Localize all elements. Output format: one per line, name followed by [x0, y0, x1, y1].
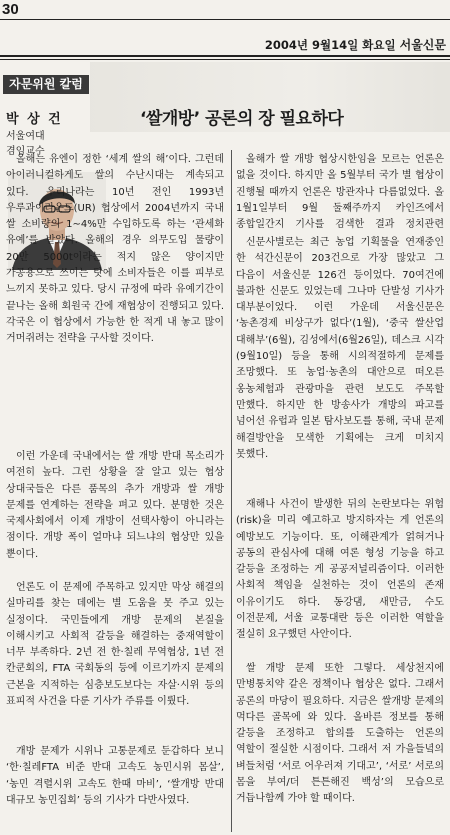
article-paragraph: 쌀 개방 문제 또한 그렇다. 세상천지에 만병통치약 같은 정책이나 협상은 없다. 그래서 공론의 마당이 필요하다. 지금은 쌀개방 문제의 먹다른 골목에 와 있다. 올바른 정보를 통해 갈등을 조정하고 합의를 도출하는 언론의 역할이 절실한 시점이다. 그래서 저 가을들녘의 벼들처럼 ‘서로 어우러져 기대고’, ‘서로’ 서로의 몸을 부여/더 튼튼해진 백성’의 모습으로 거듭나함께 가야 할 때이다. — [236, 663, 444, 805]
article-paragraph: 개방 문제가 시위나 고통문제로 둔갑하다 보니 ‘한·칠레FTA 비준 반대 고속도 농민시위 몸살’, ‘농민 격렬시위 고속도 한때 마비’, ‘쌀개방 반대 대규모 농민집회’ 등의 기사가 다반사였다. — [6, 746, 224, 806]
header-rule-thin — [0, 59, 450, 60]
page-number: 30 — [2, 1, 19, 18]
article-headline: ‘쌀개방’ 공론의 장 필요하다 — [140, 109, 344, 129]
header-rule — [0, 55, 450, 57]
issue-date: 2004년 9월14일 화요일 — [264, 38, 396, 52]
author-affiliation: 서울여대 — [6, 131, 45, 142]
author-name: 박 상 건 — [6, 112, 63, 127]
article-paragraph: 재해나 사건이 발생한 뒤의 논란보다는 위험(risk)을 미리 예고하고 방지하자는 게 언론의 예방보도 기능이다. 또, 이해관계가 얽혀거나 공동의 관심사에 대해 여론 형성 기능을 하고 갈등을 조정하는 게 공공저널리즘이다. 이러한 사회적 책임을 실천하는 것이 언론의 존재 이유이기도 하다. 동강댐, 새만금, 수도 이전문제, 서울 교통대란 등은 이러한 역할을 절실히 요구했던 사안이다. — [236, 499, 444, 641]
column-tag: 자문위원 칼럼 — [3, 75, 89, 94]
article-paragraph: 언론도 이 문제에 주목하고 있지만 막상 해결의 실마리를 찾는 데에는 별 도움을 못 주고 있는 실정이다. 국민들에게 개방 문제의 본질을 이해시키고 사회적 갈등을 해결하는 중재역할이 너무 부족하다. 2년 전 한·칠레 무역협상, 1년 전 칸쿤회의, FTA 국회동의 등에 이르기까지 문제의 근본을 지적하는 심층보도보다는 자살·시위 등의 표피적 사건을 다룬 기사가 주류를 이뤘다. — [6, 582, 224, 708]
author-title: 겸임교수 — [6, 146, 45, 157]
article-paragraph: 올해는 유엔이 정한 ‘세계 쌀의 해’이다. 그런데 아이러니컬하게도 쌀의 수난시대는 계속되고 있다. 우리나라는 10년 전인 1993년 우루과이라운드(UR) 협상에서 2004년까지 국내 쌀 소비량의 1∼4%만 수입하도록 하는 ‘관세화 유예’를 받았다. 올해의 경우 의무도입 물량이 20만 5000t이라는 적지 않은 양이지만 가공용으로 쓰이는 탓에 소비자들은 이를 피부로 느끼지 못하고 있다. 당시 규정에 따라 유예기간이 끝나는 올해 회원국 간에 재협상이 진행되고 있다. 각국은 이 협상에서 가능한 한 적게 내 놓고 많이 거머쥐려는 전략을 구사할 것이다. — [6, 154, 224, 345]
page-header — [0, 0, 450, 22]
article-paragraph: 신문사별로는 최근 농업 기획물을 연재중인 한 석간신문이 203건으로 가장 많았고 그 다음이 서울신문 126건 등이었다. 70여건에 불과한 신문도 있었는데 그나마 단발성 기사가 대부분이었다. 이런 가운데 서울신문은 ‘농촌경제 비상구가 없다’(1월), ‘중국 쌀산업 대해부’(6월), 김성에서(6월26일), 데스크 시각(9월10일) 등을 통해 시의적절하게 문제를 조망했다. 또 농업·농촌의 대안으로 떠오른 옹농체험과 관광마을 관련 보도도 주목할 만했다. 하지만 한 방송사가 개방의 파고를 넘어선 유럽과 일본 탐사보도를 통해, 국내 문제 해결방안을 모색한 기획에는 크게 미치지 못했다. — [236, 237, 444, 460]
article-paragraph: 올해가 쌀 개방 협상시한임을 모르는 언론은 없을 것이다. 하지만 올 5월부터 국가 별 협상이 진행될 때까지 언론은 방관자나 다름없었다. 올 1월1일부터 9월 둘째주까지 카인즈에서 종합일간지 기사를 검색한 결과 정치관련 — [236, 154, 444, 231]
article-paragraph: 이런 가운데 국내에서는 쌀 개방 반대 목소리가 여전히 높다. 그런 상황을 잘 알고 있는 협상 상대국들은 다른 품목의 추가 개방과 쌀 개방 문제를 연계하는 전략을 펴고 있다. 분명한 것은 국제사회에서 이제 개방이 선택사항이 아니라는 점이다. 개방 폭이 얼마냐 되느냐의 협상만 있을 뿐이다. — [6, 451, 224, 560]
dateline — [265, 36, 446, 53]
top-rule — [0, 19, 450, 20]
column-divider — [231, 150, 232, 832]
newspaper-name: 서울신문 — [399, 38, 446, 52]
